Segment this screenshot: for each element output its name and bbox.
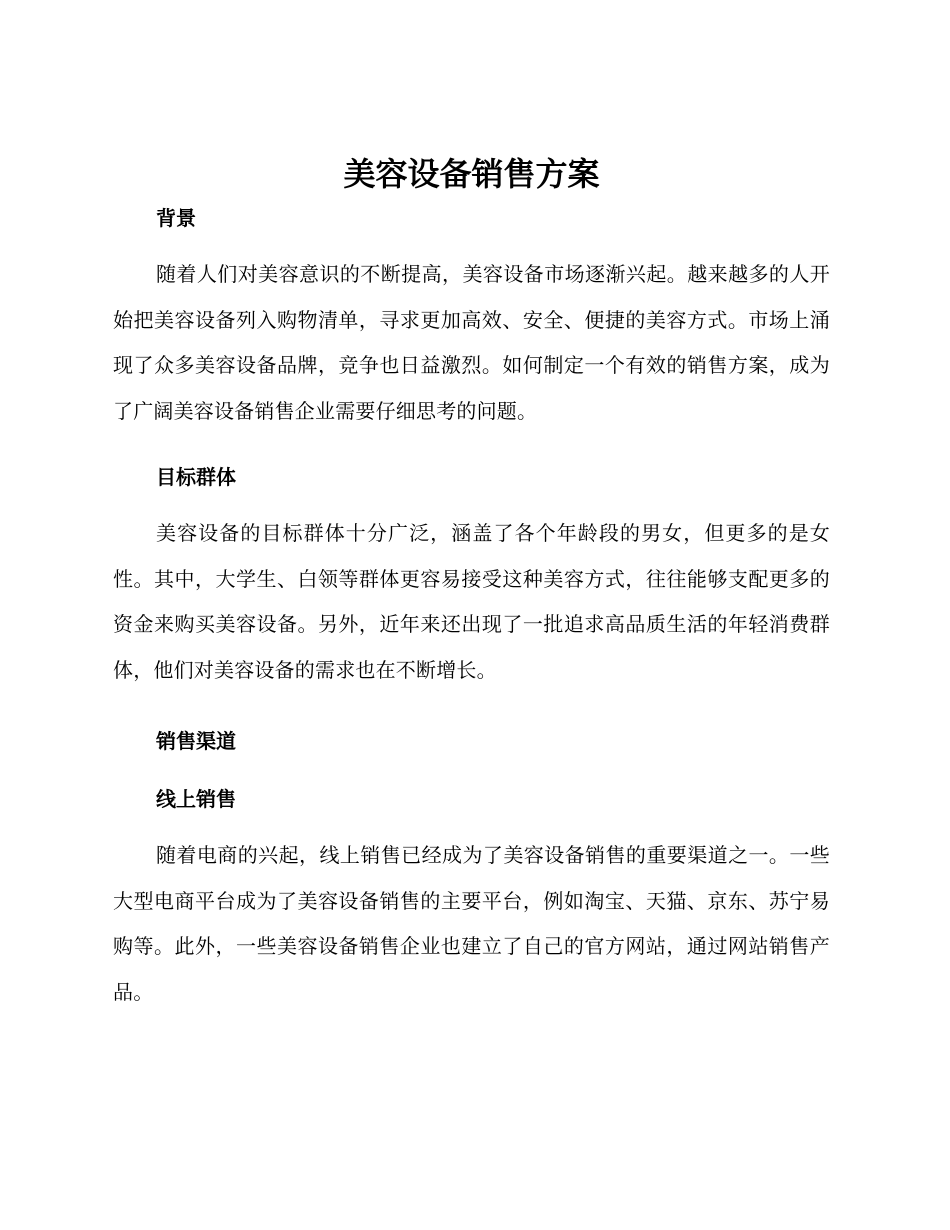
paragraph-background: 随着人们对美容意识的不断提高，美容设备市场逐渐兴起。越来越多的人开始把美容设备列入购物清单，寻求更加高效、安全、便捷的美容方式。市场上涌现了众多美容设备品牌，竞争也日益激烈。如何制定一个有效的销售方案，成为了广阔美容设备销售企业需要仔细思考的问题。 bbox=[113, 262, 830, 423]
paragraph-online-sales: 随着电商的兴起，线上销售已经成为了美容设备销售的重要渠道之一。一些大型电商平台成为了美容设备销售的主要平台，例如淘宝、天猫、京东、苏宁易购等。此外，一些美容设备销售企业也建立了自己的官方网站，通过网站销售产品。 bbox=[113, 843, 830, 1004]
document-title: 美容设备销售方案 bbox=[343, 155, 600, 193]
section-heading-target-group: 目标群体 bbox=[156, 465, 236, 489]
paragraph-target-group: 美容设备的目标群体十分广泛，涵盖了各个年龄段的男女，但更多的是女性。其中，大学生、白领等群体更容易接受这种美容方式，往往能够支配更多的资金来购买美容设备。另外，近年来还出现了一批追求高品质生活的年轻消费群体，他们对美容设备的需求也在不断增长。 bbox=[113, 521, 830, 682]
section-heading-sales-channels: 销售渠道 bbox=[156, 729, 236, 753]
section-heading-background: 背景 bbox=[156, 206, 196, 230]
subsection-heading-online-sales: 线上销售 bbox=[156, 787, 236, 811]
